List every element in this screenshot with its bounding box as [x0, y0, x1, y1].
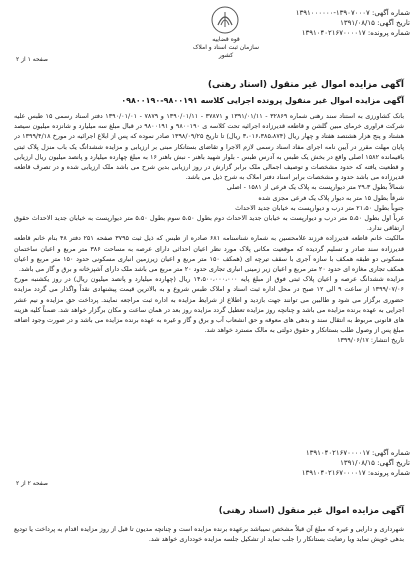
page-number-first: صفحه ۱ از ۲: [16, 56, 48, 63]
boundary-east: شرقاً بطول ۱۵ متر به دیوار پلاک یک فرعی مجزی شده: [258, 193, 404, 202]
notice-date: تاریخ آگهی: ۱۳۹۱/۰۸/۱۵: [340, 19, 410, 27]
organization-line-1: قوه قضاییه: [212, 36, 240, 43]
notice-references-top: [240, 8, 410, 38]
judiciary-emblem-icon: [210, 5, 240, 35]
boundary-south: جنوباً بطول ۲۱،۵۰ متر درب و دیوارپست به خیابان جدید الاحداث: [235, 203, 404, 212]
boundary-north: شمالاً بطول ۲۹،۳ متر دیوارپست به پلاک یک فرعی از ۱۵۸۱ - اصلی: [226, 183, 404, 192]
notice-title-2: آگهی مزایده اموال غیر منقول (اسناد رهنی): [218, 506, 404, 516]
notice-body-2: [14, 524, 404, 568]
notice-date-2: تاریخ آگهی: ۱۳۹۱/۰۸/۱۵: [340, 459, 410, 467]
ownership-paragraph: مالکیت خانم قاطعه قدیرزاده فرزند غلامحسین به شماره شناسنامه ۶۸۱ صادره از طبس که ذیل ثبت ۳۷۹۵ صفحه ۲۵۱ دفتر ۴۸ بنام خانم قاطعه قدیرزاده سند صادر و تسلیم گردیده که موقعیت مکانی پلاک مورد نظر اعیان احداثی دارای عرصه به مساحت ۳۸۶ متر مربع و اعیان ساختمان مسکونی دو طبقه همکف با سازه آجری با سقف تیرچه ای (همکف ۱۵۰ متر مربع و اعیان زیرزمین انباری مسکونی حدود ۱۵۰ متر مربع و اعیان همکف تجاری مغازه ای حدود ۲۰ متر مربع و اعیان زیر زمینی انباری تجاری حدود ۲۰ متر مربع می باشد ملک دارای آشپزخانه و برق و گاز می باشد.: [14, 234, 404, 274]
page-number-second: صفحه ۲ از ۲: [16, 480, 48, 487]
notice-number-2: شماره آگهی: ۱۳۹۱۰۴۰۲۱۶۷۰۰۰۰۱۷: [305, 449, 410, 457]
case-number: شماره پرونده: ۱۳۹۱۰۴۰۲۱۶۷۰۰۰۰۱۷: [301, 29, 410, 37]
notice-subtitle: آگهی مزایده اموال غیر منقول پرونده اجرایی کلاسه ۹۸۰۰۱۹۱-۰۹۸۰۰۱۹۰: [121, 96, 404, 105]
notice-body: [14, 111, 404, 442]
auction-paragraph: مزایده ششدانگ عرصه و اعیان پلاک ثبتی فوق از مبلغ پایه ۱۴،۵۰۰،۰۰۰،۰۰۰ ریال (چهارده میلیارد و پانصد میلیون ریال) در روز یکشنبه مورخ ۱۳۹۹/۰۷/۰۶ از ساعت ۹ الی ۱۲ صبح در محل اداره ثبت اسناد و املاک طبس شروع و به بالاترین قیمت پیشنهادی نقداً واگذار می گردد مزایده حضوری برگزار می شود و طالبین می توانند جهت بازدید و اطلاع از شرایط مزایده به اداره ثبت مراجعه نمایند. پرداخت حق مزایده و نیم عشر اجرایی به عهده برنده مزایده می باشد و چنانچه روز مزایده تعطیل گردد مزایده روز بعد در همان ساعت و مکان برگزار خواهد شد. ضمناً کلیه هزینه های قانونی مربوط به انتقال سند و بدهی های معوقه و حق انشعاب آب و برق و گاز و غیره به عهده برنده مزایده می باشد و در صورت وجود اضافه مبلغ پس از وصول طلب بستانکار و حقوق دولتی به مالک مسترد خواهد شد.: [14, 275, 404, 335]
organization-caption: [186, 36, 266, 60]
boundary-west: غرباً اول بطول ۵،۵۰ متر درب و دیوارپست به خیابان جدید الاحداث دوم بطول ۵،۵۰ سوم بطول ۵،۵۰ متر دیوارپست به خیابان جدید الاحداث حقوق ارتفاقی ندارد.: [14, 214, 404, 233]
notice-title: آگهی مزایده اموال غیر منقول (اسناد رهنی): [207, 80, 404, 90]
notice-paragraph-2: شهرداری و دارایی و غیره که مبلغ آن قبلاً مشخص نمیباشد برعهده برنده مزایده است و چنانچه مدیون تا قبل از روز مزایده اقدام به پرداخت یا تودیع بدهی خویش نماید ویا رضایت بستانکار را جلب نماید از تشکیل جلسه مزایده خودداری خواهد شد.: [14, 525, 404, 544]
case-number-2: شماره پرونده: ۱۳۹۱۰۴۰۲۱۶۷۰۰۰۰۱۷: [301, 469, 410, 477]
notice-number: شماره آگهی: ۱۳۹۰۷۰۰۰۷-۱۳۹۱۰۰۰۰۰۰: [295, 9, 410, 17]
organization-line-2: سازمان ثبت اسناد و املاک کشور: [193, 44, 259, 59]
notice-paragraph: بانک کشاورزی به استناد سند رهنی شماره ۳۲۸۶۹ - ۱۳۹۱/۰۱/۱۱ و ۳۷۸۷۱ - ۱۳۹۰/۰۱/۱۱ و ۷۸۷۹ - ۱۳۹۰/۰۱/۰۱ دفتر اسناد رسمی ۱۵ طبس علیه شرکت فراوری خرمای مبین گلشن و قاطعه قدیرزاده اجرائیه تحت کلاسه ی ۹۸۰۰۱۹۰ و ۹۸۰۰۱۹۱ در قبال مبلغ سه میلیارد و شانزده میلیون سیصد هشتاد و پنج هزار هشتصد هفتاد و چهار ریال (۳،۰۱۶،۳۸۵،۸۷۴ ریال) تا تاریخ ۱۳۹۸/۰۹/۲۵ صادر نموده که پس از ابلاغ اجرائیه در مورخ ۱۳۹۹/۴/۱۸ در پایان مهلت مقرر در آیین نامه اجرای مفاد اسناد رسمی لازم الاجرا و تقاضای بستانکار مبنی بر ارزیابی و مزایده ششدانگ یک باب منزل پلاک ثبتی باقیمانده ۱۵۸۲ اصلی واقع در بخش یک طبس به آدرس طبس - بلوار شهید باهنر - نبش باهنر ۱۶ به مبلغ چهارده میلیارد و پانصد میلیون ریال ارزیابی و قطعیت یافته که حدود مشخصات و توصیف اجمالی ملک برابر گزارش در روز ارزیابی بدین شرح می باشد ملک ارزیابی شده و در تصرف قاطعه قدیرزاده می باشد حدود و مشخصات برابر اسناد دفتر املاک به شرح ذیل می باشد.: [14, 112, 404, 182]
notice-references-second: [240, 448, 410, 478]
publication-date: تاریخ انتشار: ۱۳۹۹/۰۶/۱۷: [337, 336, 404, 345]
